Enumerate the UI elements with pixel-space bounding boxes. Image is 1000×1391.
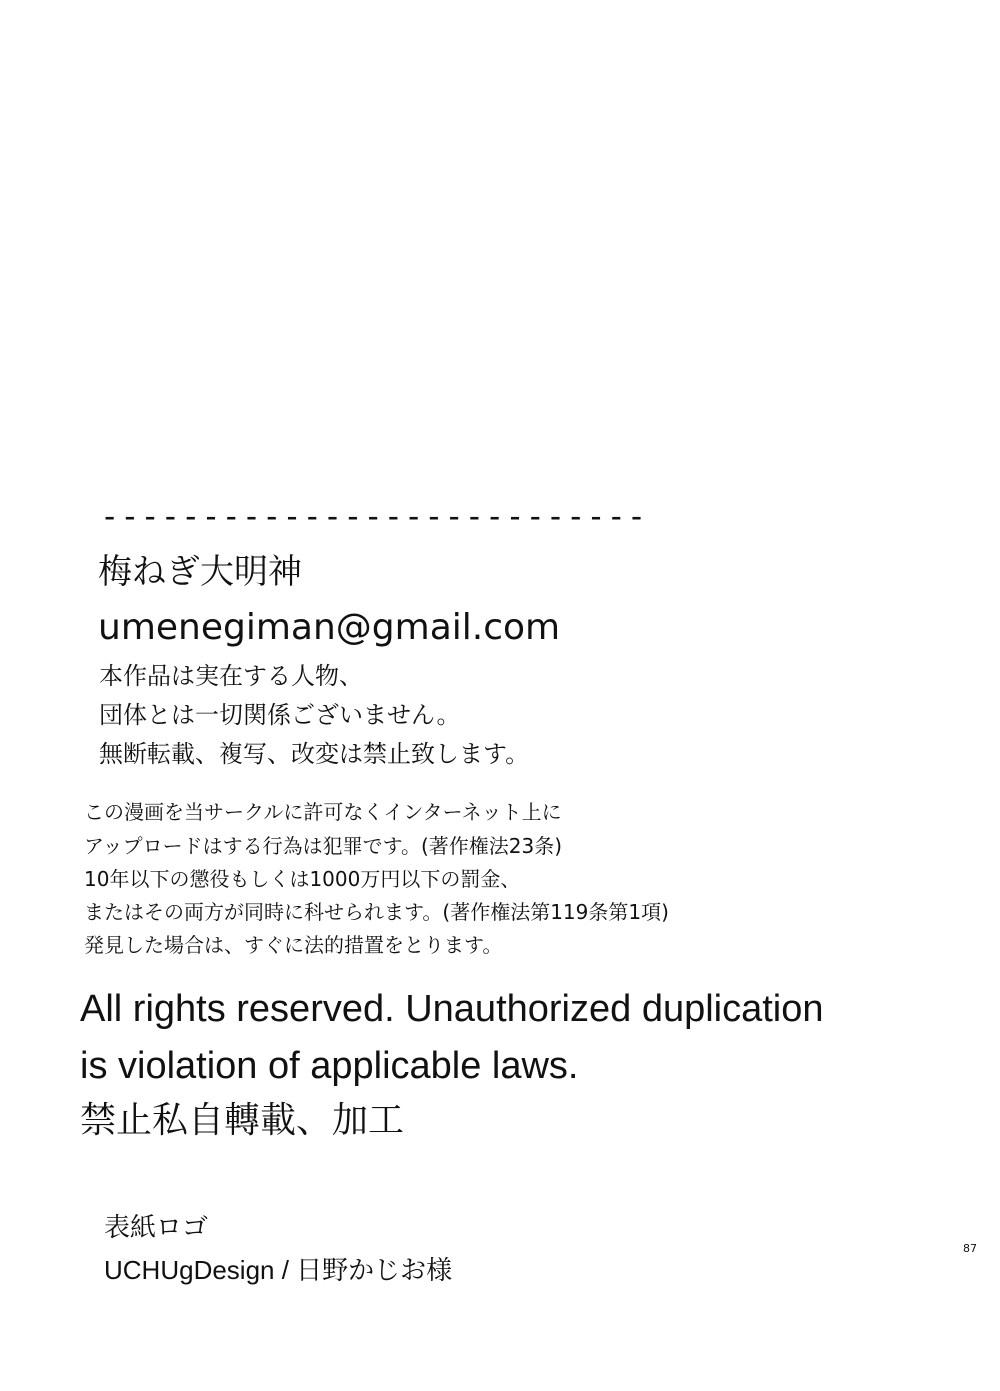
rights-statement: All rights reserved. Unauthorized duplication [80, 988, 824, 1030]
rights-statement: is violation of applicable laws. [80, 1045, 579, 1087]
legal-notice-line: この漫画を当サークルに許可なくインターネット上に [84, 800, 562, 824]
circle-name: 梅ねぎ大明神 [98, 552, 302, 592]
disclaimer-line: 本作品は実在する人物、 [99, 662, 363, 690]
cover-logo-credit-label: 表紙ロゴ [104, 1213, 209, 1243]
page-number: 87 [963, 1242, 977, 1255]
contact-email: umenegiman@gmail.com [98, 607, 561, 648]
separator-line: --------------------------- [100, 497, 648, 535]
legal-notice-line: アップロードはする行為は犯罪です。(著作権法23条) [84, 834, 563, 858]
legal-notice-line: またはその両方が同時に科せられます。(著作権法第119条第1項) [84, 900, 669, 924]
cover-logo-credit-value: UCHUgDesign / 日野かじお様 [104, 1255, 453, 1285]
legal-notice-line: 10年以下の懲役もしくは1000万円以下の罰金、 [84, 867, 521, 891]
rights-statement-chinese: 禁止私自轉載、加工 [80, 1100, 405, 1141]
disclaimer-line: 無断転載、複写、改変は禁止致します。 [99, 740, 530, 768]
disclaimer-line: 団体とは一切関係ございません。 [99, 701, 461, 729]
legal-notice-line: 発見した場合は、すぐに法的措置をとります。 [84, 933, 503, 957]
